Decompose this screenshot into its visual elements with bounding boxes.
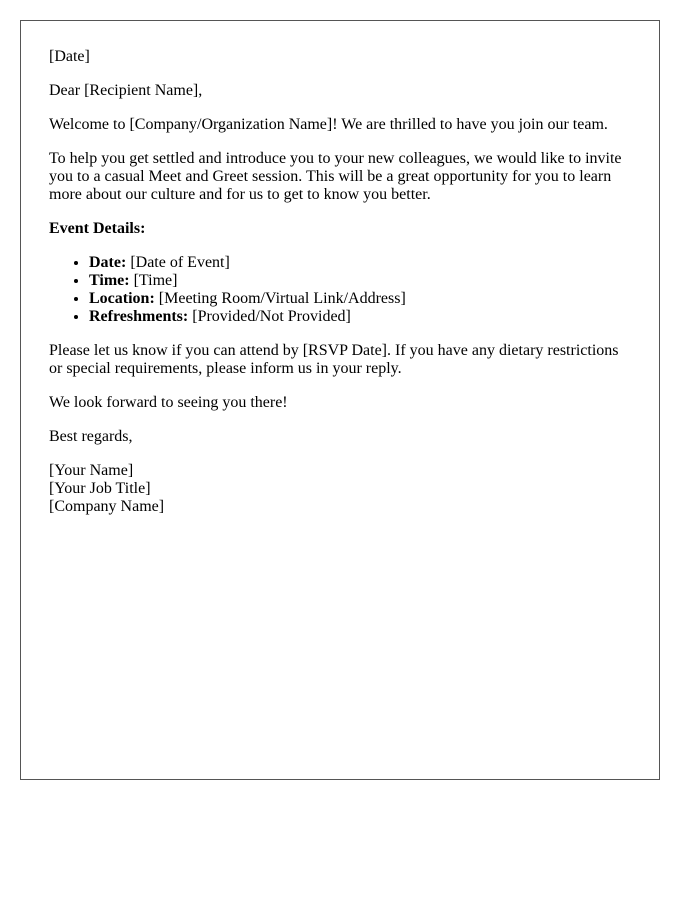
event-detail-date [89, 254, 631, 272]
letter-page [20, 20, 660, 780]
closing-line: We look forward to seeing you there! [49, 394, 288, 411]
event-detail-label: Time: [89, 272, 130, 289]
invitation-paragraph: To help you get settled and introduce you to your new colleagues, we would like to invite you to a casual Meet and Greet session. This will be a great opportunity for you to learn more about our culture and for us to get to know you better. [49, 150, 622, 203]
rsvp-paragraph: Please let us know if you can attend by [RSVP Date]. If you have any dietary restrictions or special requirements, please inform us in your reply. [49, 342, 619, 377]
event-detail-label: Date: [89, 254, 127, 271]
signature-name: [Your Name] [49, 462, 134, 479]
event-details-list [49, 254, 631, 326]
signature-block [49, 462, 631, 516]
event-details-heading-text: Event Details: [49, 220, 146, 237]
welcome-paragraph: Welcome to [Company/Organization Name]! We are thrilled to have you join our team. [49, 116, 608, 133]
salutation: Dear [Recipient Name], [49, 82, 203, 99]
event-detail-label: Refreshments: [89, 308, 189, 325]
event-detail-refreshments [89, 308, 631, 326]
event-detail-label: Location: [89, 290, 155, 307]
event-detail-value: [Meeting Room/Virtual Link/Address] [154, 290, 406, 307]
event-details-heading [49, 220, 631, 238]
letter-date: [Date] [49, 48, 90, 65]
event-detail-value: [Time] [129, 272, 178, 289]
sign-off: Best regards, [49, 428, 133, 445]
event-detail-value: [Date of Event] [126, 254, 230, 271]
signature-company: [Company Name] [49, 498, 165, 515]
event-detail-value: [Provided/Not Provided] [188, 308, 351, 325]
signature-job-title: [Your Job Title] [49, 480, 151, 497]
event-detail-location [89, 290, 631, 308]
event-detail-time [89, 272, 631, 290]
